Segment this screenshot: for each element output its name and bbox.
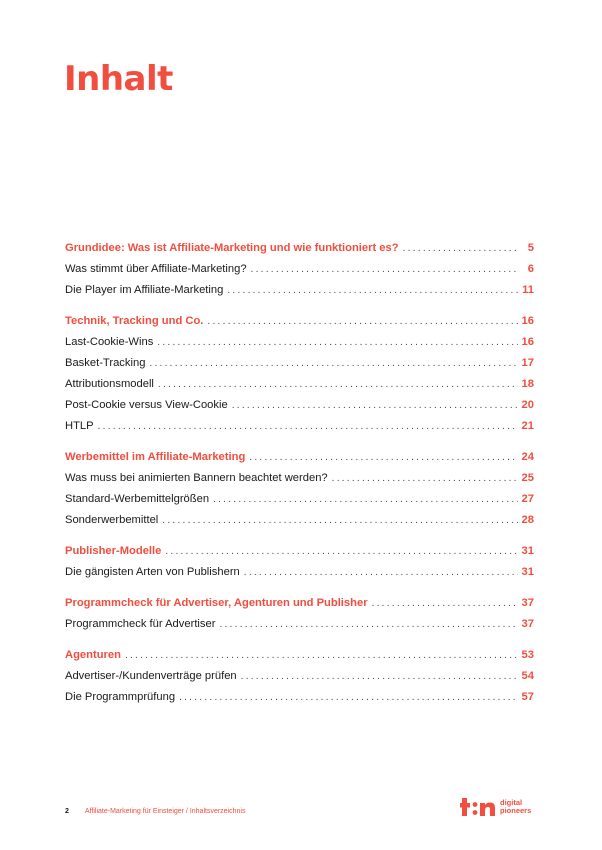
toc-entry[interactable] bbox=[65, 562, 534, 583]
toc-entry-label: Last-Cookie-Wins bbox=[65, 336, 154, 348]
footer-page-number: 2 bbox=[65, 808, 69, 815]
toc-entry-label: Advertiser-/Kundenverträge prüfen bbox=[65, 670, 237, 682]
toc-page-number: 24 bbox=[521, 451, 534, 463]
toc-section bbox=[65, 238, 534, 301]
toc-page-number: 37 bbox=[521, 618, 534, 630]
toc-page-number: 31 bbox=[521, 566, 534, 578]
toc-heading-label: Technik, Tracking und Co. bbox=[65, 315, 204, 327]
toc-entry[interactable] bbox=[65, 666, 534, 687]
toc-page-number: 37 bbox=[521, 597, 534, 609]
toc-entry[interactable] bbox=[65, 259, 534, 280]
toc-heading-label: Werbemittel im Affiliate-Marketing bbox=[65, 451, 246, 463]
page-title: Inhalt bbox=[64, 59, 173, 99]
toc-page-number: 20 bbox=[521, 399, 534, 411]
t3n-logo-icon bbox=[460, 796, 496, 818]
toc-page-number: 18 bbox=[521, 378, 534, 390]
dot-leader bbox=[207, 311, 517, 332]
toc-entry[interactable] bbox=[65, 374, 534, 395]
dot-leader bbox=[149, 353, 517, 374]
toc-entry-label: Post-Cookie versus View-Cookie bbox=[65, 399, 228, 411]
dot-leader bbox=[162, 510, 517, 531]
dot-leader bbox=[158, 374, 518, 395]
toc-entry-label: Die gängisten Arten von Publishern bbox=[65, 566, 240, 578]
logo-wordmark bbox=[500, 799, 531, 815]
toc-entry[interactable] bbox=[65, 395, 534, 416]
toc-entry[interactable] bbox=[65, 614, 534, 635]
dot-leader bbox=[157, 332, 517, 353]
toc-entry-label: Die Programmprüfung bbox=[65, 691, 176, 703]
dot-leader bbox=[98, 416, 518, 437]
toc-page-number: 17 bbox=[521, 357, 534, 369]
toc-page-number: 11 bbox=[522, 284, 534, 296]
toc-section-heading[interactable] bbox=[65, 238, 534, 259]
dot-leader bbox=[165, 541, 517, 562]
toc-entry-label: Attributionsmodell bbox=[65, 378, 154, 390]
dot-leader bbox=[372, 593, 518, 614]
toc-section bbox=[65, 645, 534, 708]
dot-leader bbox=[232, 395, 518, 416]
toc-heading-label: Programmcheck für Advertiser, Agenturen und Publisher bbox=[65, 597, 368, 609]
toc-entry-label: Basket-Tracking bbox=[65, 357, 146, 369]
toc-page-number: 31 bbox=[521, 545, 534, 557]
toc-entry[interactable] bbox=[65, 280, 534, 301]
dot-leader bbox=[241, 666, 518, 687]
dot-leader bbox=[249, 447, 517, 468]
toc-section bbox=[65, 593, 534, 635]
toc-heading-label: Publisher-Modelle bbox=[65, 545, 162, 557]
toc-section-heading[interactable] bbox=[65, 593, 534, 614]
toc-section bbox=[65, 541, 534, 583]
toc-page-number: 5 bbox=[527, 242, 534, 254]
toc-entry[interactable] bbox=[65, 687, 534, 708]
toc-page-number: 6 bbox=[527, 263, 534, 275]
toc-entry[interactable] bbox=[65, 468, 534, 489]
toc-entry-label: Standard-Werbemittelgrößen bbox=[65, 493, 210, 505]
toc-page-number: 54 bbox=[521, 670, 534, 682]
toc-entry-label: Die Player im Affiliate-Marketing bbox=[65, 284, 224, 296]
toc-entry[interactable] bbox=[65, 353, 534, 374]
toc-page-number: 16 bbox=[521, 336, 534, 348]
toc-section-heading[interactable] bbox=[65, 645, 534, 666]
toc-section-heading[interactable] bbox=[65, 541, 534, 562]
dot-leader bbox=[403, 238, 518, 259]
toc-section-heading[interactable] bbox=[65, 311, 534, 332]
toc-section-heading[interactable] bbox=[65, 447, 534, 468]
dot-leader bbox=[227, 280, 518, 301]
toc-page-number: 28 bbox=[521, 514, 534, 526]
toc-entry-label: Was muss bei animierten Bannern beachtet werden? bbox=[65, 472, 328, 484]
dot-leader bbox=[251, 259, 518, 280]
t3n-logo bbox=[460, 796, 531, 818]
toc-heading-label: Grundidee: Was ist Affiliate-Marketing und wie funktioniert es? bbox=[65, 242, 399, 254]
toc-page-number: 53 bbox=[521, 649, 534, 661]
logo-line-1: digital bbox=[500, 798, 523, 807]
dot-leader bbox=[213, 489, 517, 510]
toc-entry-label: Programmcheck für Advertiser bbox=[65, 618, 216, 630]
dot-leader bbox=[125, 645, 518, 666]
toc-entry[interactable] bbox=[65, 489, 534, 510]
toc-heading-label: Agenturen bbox=[65, 649, 121, 661]
logo-line-2: pioneers bbox=[500, 806, 532, 815]
toc-page-number: 21 bbox=[521, 420, 534, 432]
toc-page-number: 27 bbox=[521, 493, 534, 505]
toc-page-number: 25 bbox=[521, 472, 534, 484]
toc-page-number: 57 bbox=[521, 691, 534, 703]
toc-section bbox=[65, 447, 534, 531]
toc-entry-label: Sonderwerbemittel bbox=[65, 514, 159, 526]
toc-entry[interactable] bbox=[65, 416, 534, 437]
toc-entry[interactable] bbox=[65, 510, 534, 531]
dot-leader bbox=[244, 562, 518, 583]
toc-entry-label: Was stimmt über Affiliate-Marketing? bbox=[65, 263, 247, 275]
toc-entry-label: HTLP bbox=[65, 420, 94, 432]
page-footer bbox=[65, 808, 245, 815]
dot-leader bbox=[332, 468, 518, 489]
toc-section bbox=[65, 311, 534, 437]
dot-leader bbox=[219, 614, 517, 635]
table-of-contents bbox=[65, 238, 534, 718]
footer-text: Affiliate-Marketing für Einsteiger / Inhaltsverzeichnis bbox=[84, 808, 246, 815]
dot-leader bbox=[179, 687, 517, 708]
toc-entry[interactable] bbox=[65, 332, 534, 353]
toc-page-number: 16 bbox=[521, 315, 534, 327]
